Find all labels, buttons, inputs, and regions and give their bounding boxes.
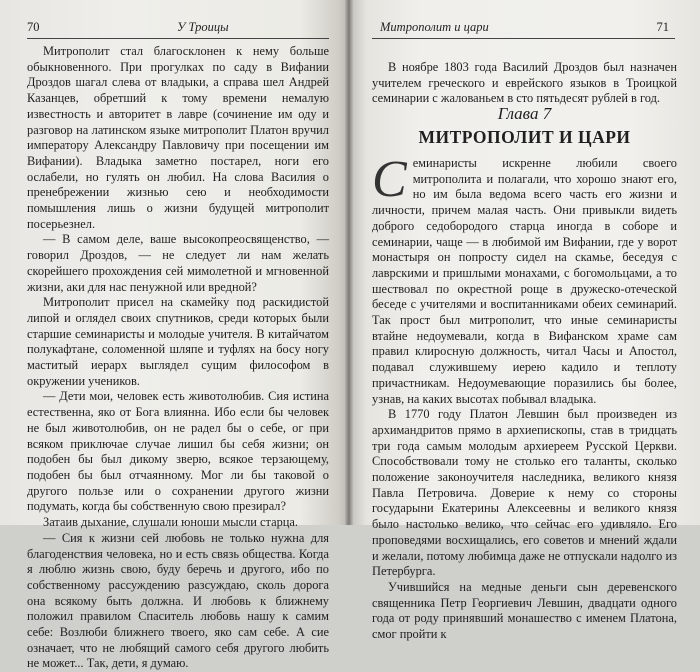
paragraph: Учившийся на медные деньги сын деревенского священника Петр Георгиевич Левшин, двадцати одного года от роду принявший монашество с именем Платона, смог пройти к bbox=[372, 579, 677, 642]
drop-cap: С bbox=[372, 151, 407, 208]
intro-text bbox=[372, 60, 677, 107]
paragraph: — В самом деле, ваше высокопреосвященство, — говорил Дроздов, — не следует ли нам желать скорейшего прохождения сей мимолетной и мгновенной жизни, аки для нас пенужной или вредной? bbox=[27, 232, 329, 294]
right-page-header bbox=[372, 20, 675, 39]
book-gutter bbox=[345, 0, 353, 525]
page-number-left: 70 bbox=[27, 20, 40, 34]
left-page-header bbox=[27, 20, 329, 39]
paragraph: Митрополит присел на скамейку под раскидистой липой и оглядел своих спутников, среди которых были старшие семинаристы и молодые учителя. В китайчатом полукафтане, соломенной шляпе и туфлях на босу ногу маститый иерарх выглядел сущим философом в окружении учеников. bbox=[27, 295, 329, 388]
left-page bbox=[0, 0, 349, 671]
paragraph: Затаив дыхание, слушали юноши мысли старца. bbox=[43, 515, 299, 530]
paragraph bbox=[372, 151, 677, 407]
left-page-text bbox=[27, 44, 329, 672]
paragraph: — Дети мои, человек есть животолюбив. Сия истина естественна, яко от Бога влиянна. Ибо если бы человек не был животолюбив, он не радел бы о себе, ог при всяком приключае случае лишил бы себя жизни; он подобен бы был дикому зверю, всякое терзающему, подобен бы был отчаянному. Мог ли бы таковой о другого пользе или о сохранении другого жизни подумать, когда бы собственную свою презирал? bbox=[27, 389, 329, 514]
running-title-left: У Троицы bbox=[177, 20, 229, 34]
chapter-number: Глава 7 bbox=[497, 104, 552, 123]
right-page bbox=[349, 0, 700, 642]
page-number-right: 71 bbox=[656, 20, 669, 34]
paragraph-text: еминаристы искренне любили своего митрополита и полагали, что хорошо знают его, но им была ведома всего часть его жизни и личности, причем малая часть. Они привыкли видеть доброго седобородого старца иногда в соборе и семинарии, чаще — в любимой им Вифании, где у ворот монастыря он попросту сидел на скамье, беседуя с лаврскими и пришлыми монахами, с богомольцами, а то шествовал по окрестной роще в дружеско-отеческой беседе с учителями и воспитанниками обеих семинарий. Так прост был митрополит, что иные семинаристы втайне недоумевали, когда в Вифанском храме сам правил клиросную должность, читал Часы и Апостол, подавал служившему иерею кадило и теплоту причастникам. Недоумевающие поразились бы более, узнав, на каких высотах побывал владыка. bbox=[372, 156, 677, 406]
paragraph: — Сия к жизни сей любовь не только нужна для благоденствия человека, но и есть связь общества. Когда я люблю жизнь свою, буду беречь и другого, ибо по собственному рассуждению разсуждаю, сколь дорога она всякому быть должна. И любовь к ближнему положил правилом Спаситель любовь нашу к самим себе: Возлюби ближнего твоего, яко сам себе. А сие означает, что не любящий самого себя другого любить не может... Так, дети, я думаю. bbox=[27, 530, 329, 671]
paragraph: В 1770 году Платон Левшин был произведен из архимандритов прямо в архиепископы, став в тридцать три года самым молодым архиереем Русской Церкви. Способствовали тому не столько его таланты, сколько положение законоучителя наследника, великого князя Павла Петровича. Доверие к нему со стороны государыни Екатерины Алексеевны и великого князя было настолько велико, что сейчас его удивляло. Его проповедями восхищались, его советов и мнений ждали и желали, потому любимца даже не отпускали надолго из Петербурга. bbox=[372, 407, 677, 579]
intro-paragraph: В ноябре 1803 года Василий Дроздов был назначен учителем греческого и еврейского языков в Троицкой семинарии с жалованьем в сто пятьдесят рублей в год. bbox=[372, 60, 677, 106]
right-page-text bbox=[372, 151, 677, 643]
paragraph: Митрополит стал благосклонен к нему больше обыкновенного. При прогулках по саду в Вифании Дроздов шагал слева от владыки, а справа шел Андрей Казанцев, обретший к тому времени немалую известность и авторитет в лавре (сочинение им оду и разговор на латинском языке митрополит Платон вручил императору Александру Павловичу при посещении им Вифании). Владыка заметно постарел, ноги его ослабели, но гулять он любил. На слова Василия о пренебрежении жизнью сею и необходимости помышления лишь о жизни будущей митрополит посерьезнел. bbox=[27, 44, 329, 231]
running-title-right: Митрополит и цари bbox=[380, 20, 489, 34]
chapter-title: МИТРОПОЛИТ И ЦАРИ bbox=[418, 127, 631, 147]
